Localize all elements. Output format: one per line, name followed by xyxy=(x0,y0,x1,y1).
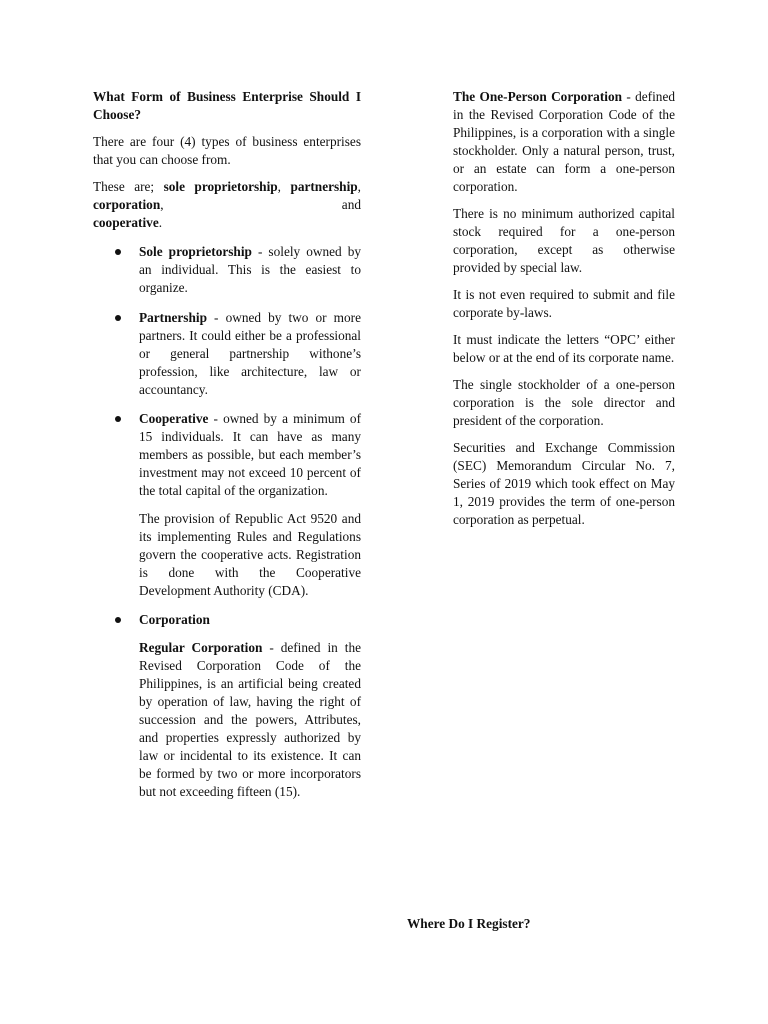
types-separator: , and xyxy=(160,197,361,212)
list-item-corporation xyxy=(93,611,361,801)
opc-paragraph-name: It must indicate the letters “OPC’ either below or at the end of its corporate name. xyxy=(453,332,675,365)
opc-paragraph-sec: Securities and Exchange Commission (SEC) Memorandum Circular No. 7, Series of 2019 which took effect on May 1, 2019 provides the term of one-person corporation as perpetual. xyxy=(453,440,675,527)
bullet-icon xyxy=(115,617,121,623)
list-item-description: - owned by two or more partners. It could either be a professional or general partnership withone’s profession, like architecture, law or accountancy. xyxy=(139,310,361,397)
list-item-sole-proprietorship xyxy=(93,243,361,297)
opc-paragraph-capital: There is no minimum authorized capital stock required for a one-person corporation, except as otherwise provided by special law. xyxy=(453,206,675,275)
list-item-text xyxy=(139,410,361,500)
types-paragraph-end xyxy=(93,214,361,232)
list-item-text xyxy=(139,611,361,629)
list-item-text xyxy=(139,243,361,297)
types-paragraph xyxy=(93,178,361,214)
list-item-term: Cooperative xyxy=(139,411,209,426)
list-item-term: Corporation xyxy=(139,612,210,627)
intro-paragraph: There are four (4) types of business enterprises that you can choose from. xyxy=(93,134,361,167)
types-end: . xyxy=(158,215,163,230)
opc-term: The One-Person Corporation xyxy=(453,89,622,104)
bullet-icon xyxy=(115,249,121,255)
regular-corporation-term: Regular Corporation xyxy=(139,640,263,655)
regular-corporation-description: - defined in the Revised Corporation Code of the Philippines, is an artificial being created by operation of law, having the right of succession and the powers, Attributes, and properties expressly authorized by law or incidental to its existence. It can be formed by two or more incorporators but not exceeding fifteen (15). xyxy=(139,640,362,799)
opc-paragraph xyxy=(453,88,675,196)
types-prefix: These are; xyxy=(93,179,164,194)
type-corporation: corporation xyxy=(93,197,161,212)
list-item-description: - owned by a minimum of 15 individuals. It can have as many members as possible, but each member’s investment may not exceed 10 percent of the total capital of the organization. xyxy=(139,411,361,498)
right-column xyxy=(453,88,675,529)
list-item-cooperative xyxy=(93,410,361,600)
cooperative-extra-paragraph: The provision of Republic Act 9520 and its implementing Rules and Regulations govern the cooperative acts. Registration is done with the Cooperative Development Authority (CDA). xyxy=(139,511,361,598)
page-title: What Form of Business Enterprise Should I Choose? xyxy=(93,89,361,122)
opc-paragraph-bylaws: It is not even required to submit and file corporate by-laws. xyxy=(453,287,675,320)
regular-corporation-paragraph xyxy=(139,639,361,801)
types-separator: , xyxy=(277,179,291,194)
bullet-icon xyxy=(115,315,121,321)
opc-paragraph-stockholder: The single stockholder of a one-person corporation is the sole director and president of the corporation. xyxy=(453,377,675,428)
where-to-register-heading: Where Do I Register? xyxy=(407,916,531,931)
type-partnership: partnership xyxy=(290,179,358,194)
type-cooperative: cooperative xyxy=(93,215,159,230)
bullet-icon xyxy=(115,416,121,422)
type-sole-proprietorship: sole proprietorship xyxy=(163,179,278,194)
list-item-partnership xyxy=(93,309,361,399)
opc-description: - defined in the Revised Corporation Code of the Philippines, is a corporation with a single stockholder. Only a natural person, trust, or an estate can form a one-person corporation. xyxy=(453,89,675,194)
list-item-term: Sole proprietorship xyxy=(139,244,252,259)
types-separator: , xyxy=(357,179,361,194)
business-types-list xyxy=(93,243,361,801)
list-item-text xyxy=(139,309,361,399)
list-item-description: - solely owned by an individual. This is the easiest to organize. xyxy=(139,244,362,295)
list-item-term: Partnership xyxy=(139,310,207,325)
left-column xyxy=(93,88,361,801)
